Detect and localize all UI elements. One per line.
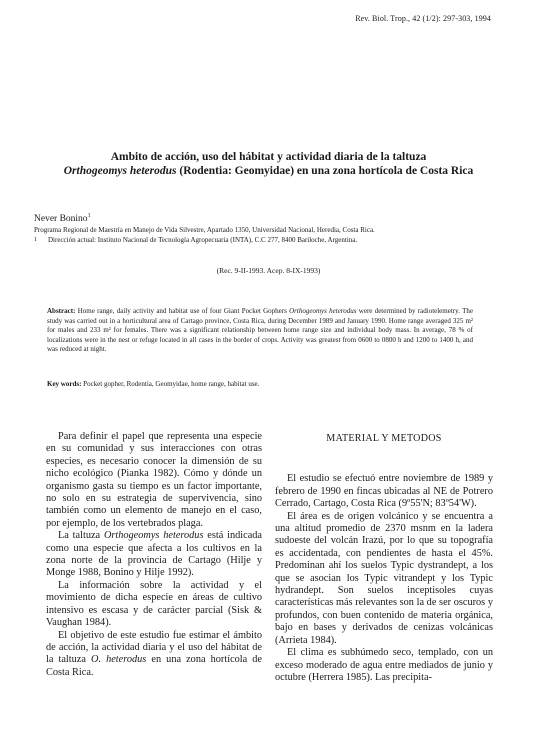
title-species: Orthogeomys heterodus: [63, 165, 177, 177]
section-heading: MATERIAL Y METODOS: [326, 433, 442, 444]
author-name: Never Bonino$^1$: [34, 213, 91, 225]
article-title: [20, 150, 517, 178]
abstract: Abstract: Home range, daily activity and habitat use of four Giant Pocket Gophers Orthogeomys heterodus were determined by radiotelemetry. The study was carried out in a horticultural area of Cartago province, Costa Rica, during December 1989 and January 1990. Home range averaged 325 m² for males and 233 m² for females. There was a significant relationship between home range size and individual body mass. In average, 78 % of localizations were in the nest or refuge located in all cases in the border of crops. Activity was greatest from 0600 to 0800 h and 1200 to 1400 h, and was reduced at night.: [47, 307, 473, 354]
author-block: [34, 211, 494, 245]
left-column: [46, 431, 262, 679]
received-dates: (Rec. 9-II-1993. Acep. 8-IX-1993): [216, 266, 321, 275]
abstract-label: Abstract:: [47, 307, 76, 315]
intro-paragraph-4: El objetivo de este estudio fue estimar el ámbito de acción, la actividad diaria y el uso del hábitat de la taltuza O. heterodus en una zona hortícola de Costa Rica.: [46, 629, 262, 678]
abstract-species: Orthogeomys heterodus: [289, 307, 357, 315]
keywords: Key words: Pocket gopher, Rodentia, Geomyidae, home range, habitat use.: [47, 380, 260, 388]
title-line-1: Ambito de acción, uso del hábitat y actividad diaria de la taltuza: [110, 151, 427, 163]
title-line-2-rest: (Rodentia: Geomyidae) en una zona hortícola de Costa Rica: [176, 165, 474, 177]
journal-reference: Rev. Biol. Trop., 42 (1/2): 297-303, 1994: [355, 14, 491, 23]
current-address-sup: 1: [34, 237, 37, 244]
intro-paragraph-1: Para definir el papel que representa una especie en su comunidad y sus interacciones con otras especies, es necesario conocer la dimensión de su nicho ecológico (Pianka 1982). Cómo y dónde un organismo gasta su tiempo es un factor importante, no solo en su estrategia de supervivencia, sino también como un elemento de manejo en el caso, por ejemplo, de los vertebrados plaga.: [46, 431, 262, 529]
right-column: [275, 431, 493, 684]
intro-paragraph-2: La taltuza Orthogeomys heterodus está indicada como una especie que afecta a los cultivos en la zona norte de la provincia de Cartago (Hilje y Monge 1988, Bonino y Hilje 1992).: [46, 530, 262, 579]
author-sup: 1: [87, 213, 91, 219]
title-line-2: [20, 164, 517, 178]
author-affiliation: Programa Regional de Maestría en Manejo de Vida Silvestre, Apartado 1350, Universidad Nacional, Heredia, Costa Rica.: [34, 226, 375, 235]
current-address: 1 Dirección actual: Instituto Nacional de Tecnología Agropecuaria (INTA), C.C 277, 8400 Bariloche, Argentina.: [34, 236, 358, 245]
methods-paragraph-1: El estudio se efectuó entre noviembre de 1989 y febrero de 1990 en fincas ubicadas al NE de Potrero Cerrado, Cartago, Costa Rica (9º55'N; 83º54'W).: [275, 473, 493, 510]
keywords-label: Key words:: [47, 380, 82, 388]
intro-paragraph-3: La información sobre la actividad y el movimiento de dicha especie en áreas de cultivo intensivo es escasa y de carácter parcial (Sisk & Vaughan 1984).: [46, 579, 262, 629]
methods-paragraph-3: El clima es subhúmedo seco, templado, con un exceso moderado de agua entre mediados de junio y octubre (Herrera 1985). Las precipita-: [275, 647, 493, 683]
methods-paragraph-2: El área es de origen volcánico y se encuentra a una altitud promedio de 2370 msnm en la ladera sudoeste del volcán Irazú, por lo que su topografía es accidentada, con pendientes de hasta el 45%. Predominan ahí los suelos Typic dystrandept, a los que se asocian los Typic vitrandept y los Typic hydrandept. Son suelos inceptisoles cuyas características más relevantes son la de ser oscuros y profundos, con buen contenido de materia orgánica, bajo en bases y derivados de cenizas volcánicas (Arrieta 1984).: [275, 510, 493, 646]
